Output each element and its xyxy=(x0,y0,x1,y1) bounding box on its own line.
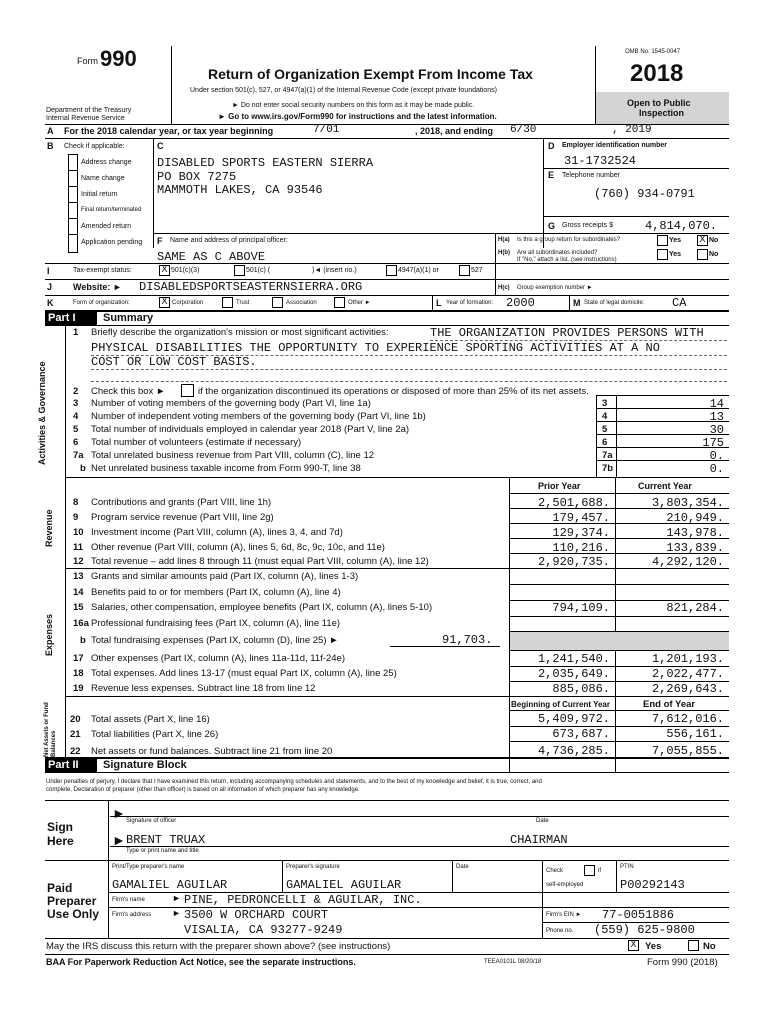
discuss-yes-checkbox[interactable]: X xyxy=(628,940,639,951)
status-501c3-checkbox[interactable]: X xyxy=(159,265,170,276)
firm-name-arrow-icon: ► xyxy=(172,893,181,903)
preparer-ptin: P00292143 xyxy=(620,878,685,892)
phone-value: (760) 934-0791 xyxy=(594,187,695,201)
rev11-prior: 110,216. xyxy=(552,541,610,555)
total-liabilities-eoy: 556,161. xyxy=(666,727,724,741)
net-assets-eoy: 7,055,855. xyxy=(651,744,724,758)
rev12-current: 4,292,120. xyxy=(651,555,724,569)
employees-value: 30 xyxy=(709,423,724,437)
exp18-current: 2,022,477. xyxy=(651,667,724,681)
org-city: MAMMOTH LAKES, CA 93546 xyxy=(157,183,323,197)
form-association-checkbox[interactable] xyxy=(272,297,283,308)
form-subtitle: Under section 501(c), 527, or 4947(a)(1) of the Internal Revenue Code (except private foundations) xyxy=(190,87,498,94)
firm-name: PINE, PEDRONCELLI & AGUILAR, INC. xyxy=(184,893,422,907)
discontinued-checkbox[interactable] xyxy=(181,384,194,397)
firm-address: 3500 W ORCHARD COURT xyxy=(184,908,329,922)
status-527-checkbox[interactable] xyxy=(459,265,470,276)
form-corporation-checkbox[interactable]: X xyxy=(159,297,170,308)
baa-notice: BAA For Paperwork Reduction Act Notice, see the separate instructions. xyxy=(46,957,356,967)
open-public-2: Inspection xyxy=(639,108,685,118)
hb-yes-checkbox[interactable] xyxy=(657,249,668,260)
hb-no-checkbox[interactable] xyxy=(697,249,708,260)
exp15-prior: 794,109. xyxy=(552,601,610,615)
exp18-prior: 2,035,649. xyxy=(537,667,610,681)
tax-year: 2018 xyxy=(630,60,684,87)
rev8-prior: 2,501,688. xyxy=(537,496,610,510)
amended-return[interactable]: Amended return xyxy=(81,223,132,230)
rev10-current: 143,978. xyxy=(666,526,724,540)
rev8-current: 3,803,354. xyxy=(651,496,724,510)
fundraising-total: 91,703. xyxy=(442,633,493,647)
net-assets-boy: 4,736,285. xyxy=(537,744,610,758)
gross-receipts: 4,814,070. xyxy=(645,219,718,233)
tax-year-begin[interactable]: 7/01 xyxy=(313,124,340,136)
org-address: PO BOX 7275 xyxy=(157,170,237,184)
side-label-revenue: Revenue xyxy=(44,509,54,547)
rev9-current: 210,949. xyxy=(666,511,724,525)
firm-phone: (559) 625-9800 xyxy=(594,923,695,937)
form-title: Return of Organization Exempt From Income Tax xyxy=(208,66,533,82)
ubti-value: 0. xyxy=(709,462,724,476)
total-assets-eoy: 7,612,016. xyxy=(651,712,724,726)
state-domicile: CA xyxy=(672,296,687,310)
ein-value: 31-1732524 xyxy=(564,154,637,168)
discuss-question: May the IRS discuss this return with the preparer shown above? (see instructions) xyxy=(46,941,391,952)
officer-title: CHAIRMAN xyxy=(510,833,568,847)
firm-ein: 77-0051886 xyxy=(602,908,675,922)
form-number: 990 xyxy=(100,46,137,71)
total-liabilities-boy: 673,687. xyxy=(552,727,610,741)
preparer-name: GAMALIEL AGUILAR xyxy=(112,878,228,892)
independent-members-value: 13 xyxy=(709,410,724,424)
voting-members-value: 14 xyxy=(709,397,724,411)
dept-line1: Department of the Treasury xyxy=(46,107,132,114)
address-change[interactable]: Address change xyxy=(81,159,132,166)
discuss-no-checkbox[interactable] xyxy=(688,940,699,951)
form-trust-checkbox[interactable] xyxy=(222,297,233,308)
side-label-net-assets: Net Assets or Fund Balances xyxy=(44,702,57,757)
volunteers-value: 175 xyxy=(702,436,724,450)
omb-number: OMB No. 1545-0047 xyxy=(625,49,681,55)
exp17-current: 1,201,193. xyxy=(651,652,724,666)
open-public-1: Open to Public xyxy=(627,98,691,108)
form-label: Form xyxy=(77,56,98,66)
ssn-notice: ► Do not enter social security numbers on this form as it may be made public. xyxy=(232,102,475,109)
application-pending[interactable]: Application pending xyxy=(81,239,143,246)
total-assets-boy: 5,409,972. xyxy=(537,712,610,726)
exp15-current: 821,284. xyxy=(666,601,724,615)
instructions-notice: ► Go to www.irs.gov/Form990 for instructions and the latest information. xyxy=(218,112,497,121)
side-label-expenses: Expenses xyxy=(44,613,54,656)
principal-officer: SAME AS C ABOVE xyxy=(157,250,266,264)
officer-name: BRENT TRUAX xyxy=(126,833,206,847)
exp17-prior: 1,241,540. xyxy=(537,652,610,666)
year-of-formation: 2000 xyxy=(506,296,535,310)
rev9-prior: 179,457. xyxy=(552,511,610,525)
form-footer-label: Form 990 (2018) xyxy=(647,957,718,968)
rev10-prior: 129,374. xyxy=(552,526,610,540)
self-employed-checkbox[interactable] xyxy=(584,865,595,876)
mission-line1: THE ORGANIZATION PROVIDES PERSONS WITH xyxy=(430,326,704,340)
preparer-signature: GAMALIEL AGUILAR xyxy=(286,878,402,892)
final-return[interactable]: Final return/terminated xyxy=(81,207,142,213)
mission-line3: COST OR LOW COST BASIS. xyxy=(91,355,257,369)
name-arrow-icon: ► xyxy=(112,832,126,848)
ubr-value: 0. xyxy=(709,449,724,463)
form-code: TEEA0101L 08/20/18 xyxy=(484,959,542,965)
exp19-current: 2,269,643. xyxy=(651,682,724,696)
sign-arrow-icon: ► xyxy=(112,805,126,821)
side-label-governance: Activities & Governance xyxy=(37,361,47,465)
rev12-prior: 2,920,735. xyxy=(537,555,610,569)
tax-year-end[interactable]: 6/30 xyxy=(510,124,537,136)
rev11-current: 133,839. xyxy=(666,541,724,555)
firm-city: VISALIA, CA 93277-9249 xyxy=(184,923,343,937)
ha-yes-checkbox[interactable] xyxy=(657,235,668,246)
org-name: DISABLED SPORTS EASTERN SIERRA xyxy=(157,156,374,170)
status-501c-checkbox[interactable] xyxy=(234,265,245,276)
form-other-checkbox[interactable] xyxy=(334,297,345,308)
website[interactable]: DISABLEDSPORTSEASTERNSIERRA.ORG xyxy=(139,280,363,294)
status-4947-checkbox[interactable] xyxy=(386,265,397,276)
mission-line2: PHYSICAL DISABILITIES THE OPPORTUNITY TO EXPERIENCE SPORTING ACTIVITIES AT A NO xyxy=(91,341,660,355)
initial-return[interactable]: Initial return xyxy=(81,191,118,198)
firm-address-arrow-icon: ► xyxy=(172,908,181,918)
ha-no-checkbox[interactable]: X xyxy=(697,235,708,246)
dept-line2: Internal Revenue Service xyxy=(46,115,125,122)
exp19-prior: 885,086. xyxy=(552,682,610,696)
name-change[interactable]: Name change xyxy=(81,175,125,182)
